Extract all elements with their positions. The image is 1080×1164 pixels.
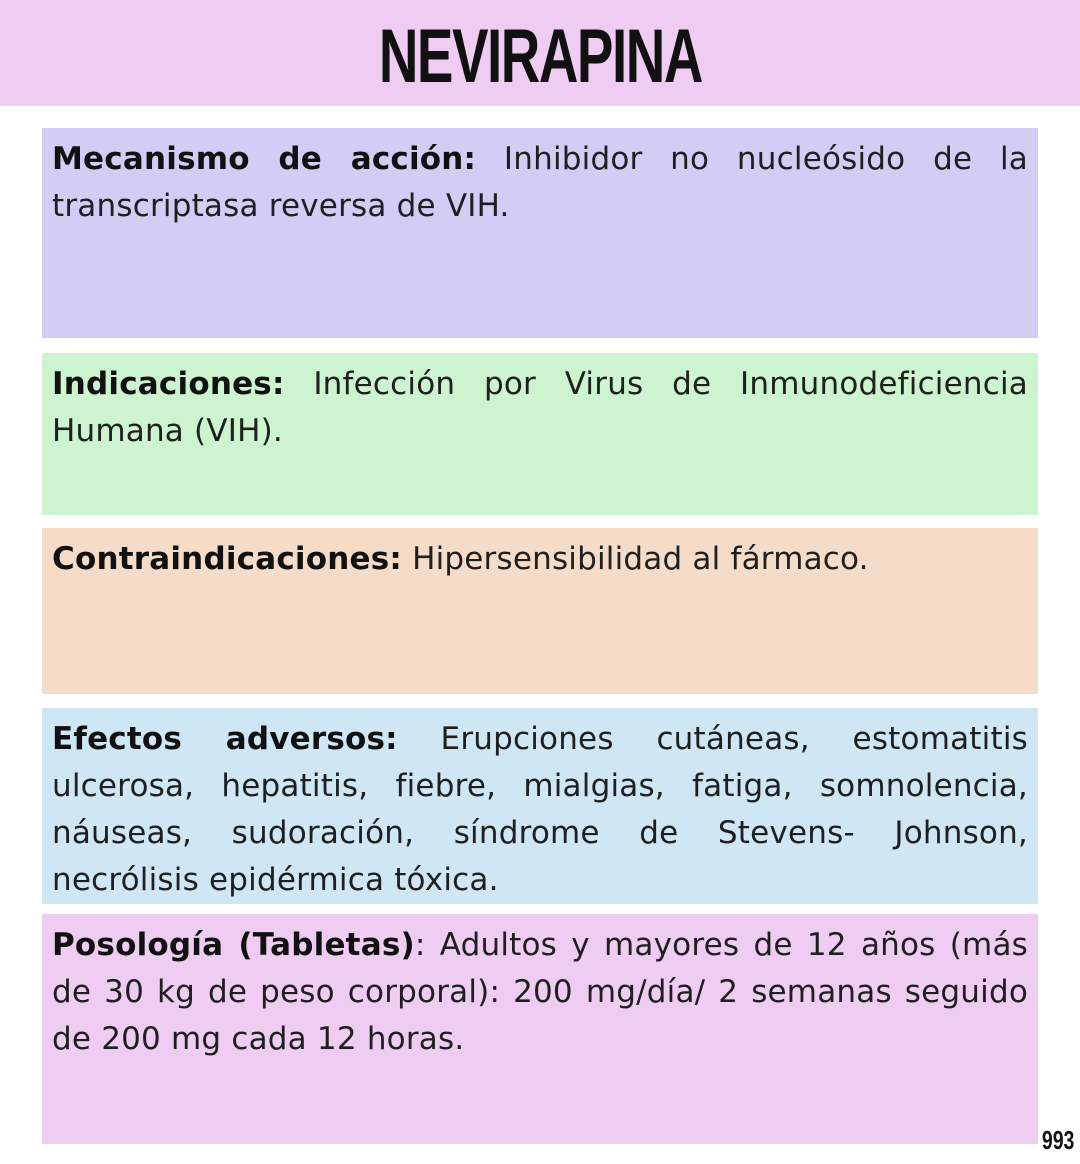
page-title: NEVIRAPINA (378, 13, 702, 99)
section-contraindicaciones (42, 528, 1038, 694)
page-number: 993 (1041, 1125, 1074, 1155)
section-mecanismo (42, 128, 1038, 338)
section-contraindicaciones-label: Contraindicaciones: (52, 541, 402, 577)
section-mecanismo-text: Inhibidor no nucleósido de la transcriptasa reversa de VIH. (52, 141, 1028, 224)
section-posologia-label: Posología (Tabletas) (52, 927, 415, 963)
title-bar (0, 0, 1080, 106)
section-posologia-paragraph (52, 922, 1028, 1063)
section-mecanismo-label: Mecanismo de acción: (52, 141, 477, 177)
section-contraindicaciones-paragraph (52, 536, 1028, 583)
section-posologia (42, 914, 1038, 1144)
section-contraindicaciones-text: Hipersensibilidad al fármaco. (412, 541, 869, 577)
section-indicaciones-paragraph (52, 361, 1028, 455)
section-efectos-adversos (42, 708, 1038, 904)
section-efectos-paragraph (52, 716, 1028, 904)
section-indicaciones-text: Infección por Virus de Inmunodeficiencia Humana (VIH). (52, 366, 1028, 449)
section-efectos-label: Efectos adversos: (52, 721, 398, 757)
section-mecanismo-paragraph (52, 136, 1028, 230)
section-posologia-text: : Adultos y mayores de 12 años (más de 30 kg de peso corporal): 200 mg/día/ 2 semanas seguido de 200 mg cada 12 horas. (52, 927, 1028, 1057)
section-indicaciones (42, 353, 1038, 515)
section-efectos-text: Erupciones cutáneas, estomatitis ulcerosa, hepatitis, fiebre, mialgias, fatiga, somnolencia, náuseas, sudoración, síndrome de Stevens- Johnson, necrólisis epidérmica tóxica. (52, 721, 1028, 898)
section-indicaciones-label: Indicaciones: (52, 366, 285, 402)
